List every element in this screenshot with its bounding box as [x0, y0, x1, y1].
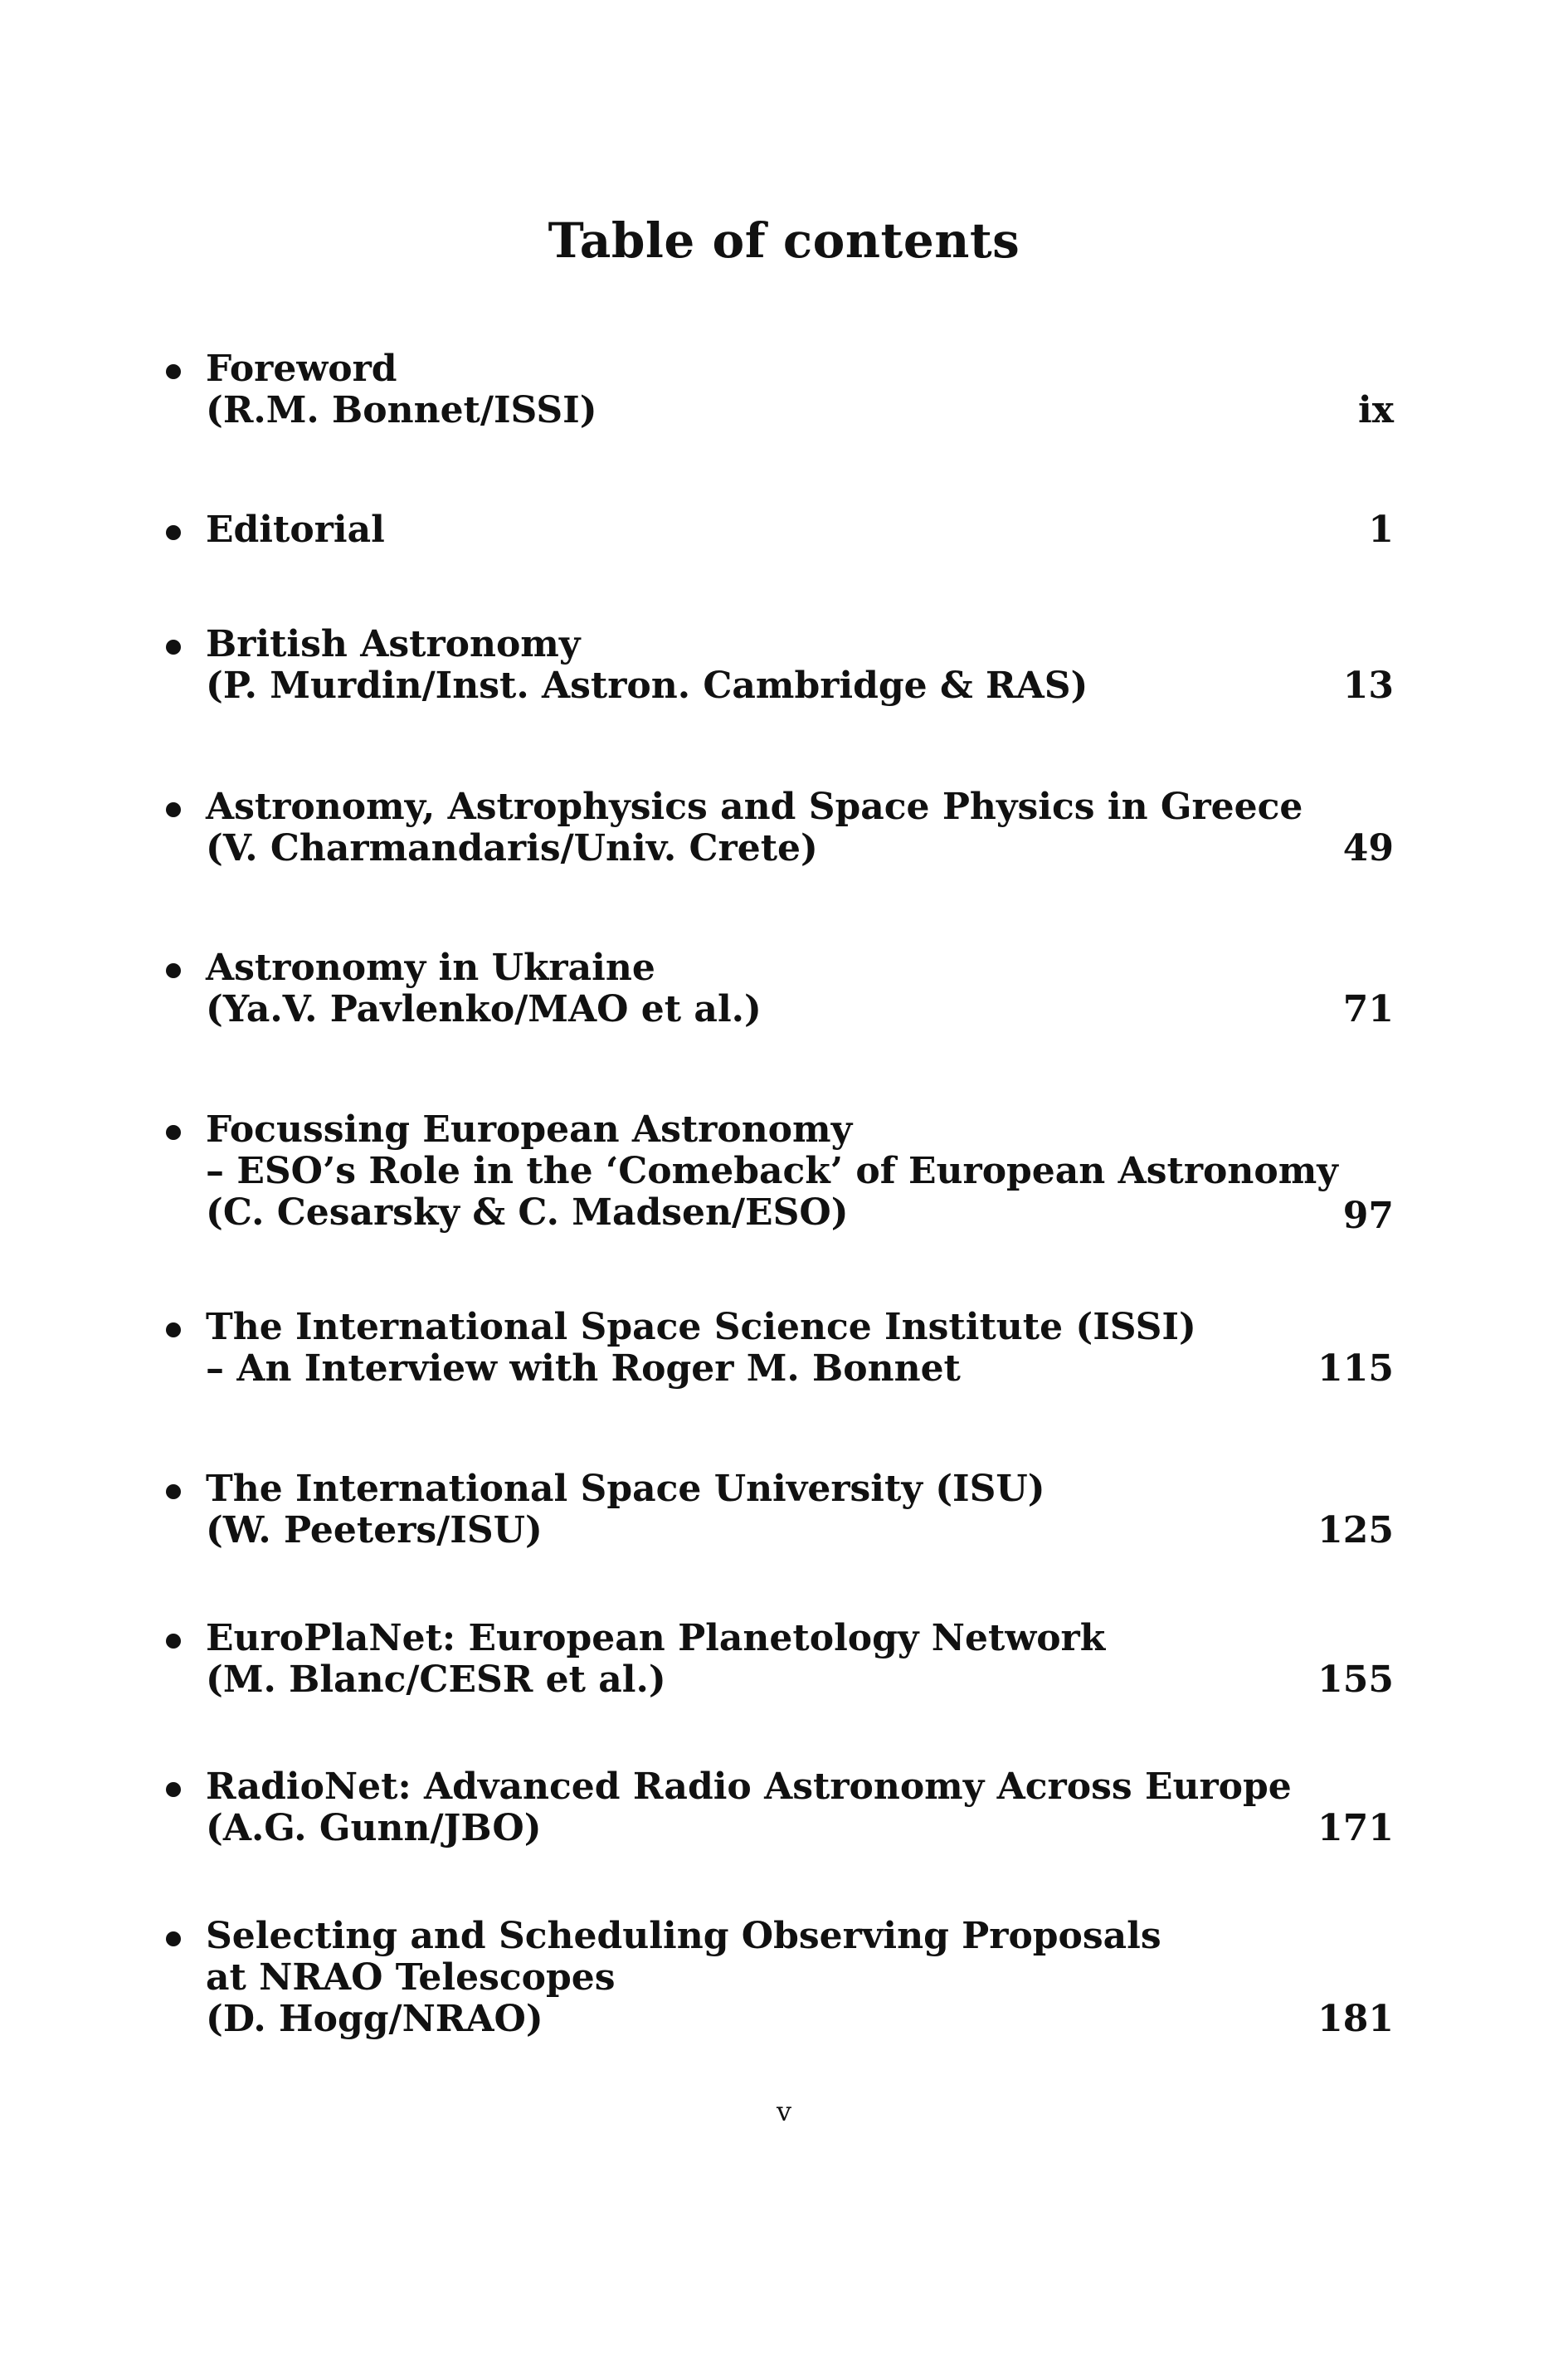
entry-author: (C. Cesarsky & C. Madsen/ESO)	[206, 1191, 849, 1234]
bullet-icon	[166, 802, 181, 817]
toc-entry-ukraine	[166, 947, 1394, 1030]
entry-page-number: 13	[1342, 665, 1394, 707]
bullet-icon	[166, 963, 181, 978]
entry-text	[206, 348, 1309, 431]
entry-text	[206, 787, 1309, 869]
bullet-icon	[166, 1931, 181, 1946]
page-footer-number: v	[776, 2096, 792, 2127]
entry-text	[206, 1916, 1309, 2040]
entry-title: Editorial	[206, 509, 385, 551]
bullet-icon	[166, 1322, 181, 1337]
bullet-icon	[166, 1634, 181, 1649]
entry-title: The International Space University (ISU)	[206, 1468, 1045, 1510]
entry-title: Astronomy in Ukraine	[206, 947, 655, 989]
entry-author: (M. Blanc/CESR et al.)	[206, 1658, 666, 1701]
toc-entry-issi	[166, 1307, 1394, 1390]
entry-page-number: 1	[1368, 509, 1394, 551]
entry-page-number: ix	[1358, 389, 1394, 431]
bullet-icon	[166, 525, 181, 540]
bullet-icon	[166, 1125, 181, 1140]
entry-text	[206, 1108, 1338, 1234]
entry-page-number: 155	[1317, 1658, 1394, 1701]
entry-text	[206, 1766, 1309, 1849]
entry-title: The International Space Science Institute (ISSI)	[206, 1306, 1196, 1348]
entry-text	[206, 947, 1309, 1030]
entry-title: Astronomy, Astrophysics and Space Physics in Greece	[206, 786, 1303, 828]
entry-page-number: 97	[1342, 1195, 1394, 1237]
entry-title: British Astronomy	[206, 623, 581, 665]
bullet-icon	[166, 640, 181, 655]
entry-subtitle: – ESO’s Role in the ‘Comeback’ of European Astronomy	[206, 1150, 1338, 1192]
entry-page-number: 49	[1342, 827, 1394, 869]
entry-title: Foreword	[206, 348, 397, 390]
bullet-icon	[166, 1782, 181, 1797]
entry-text	[206, 1618, 1309, 1701]
entry-title: RadioNet: Advanced Radio Astronomy Across Europe	[206, 1766, 1292, 1808]
bullet-icon	[166, 1484, 181, 1499]
entry-text	[206, 1468, 1309, 1551]
entry-author: (V. Charmandaris/Univ. Crete)	[206, 827, 818, 869]
page-title: Table of contents	[548, 212, 1020, 269]
entry-author: (Ya.V. Pavlenko/MAO et al.)	[206, 988, 762, 1030]
entry-subtitle: – An Interview with Roger M. Bonnet	[206, 1347, 961, 1390]
toc-entry-radionet	[166, 1766, 1394, 1849]
entry-page-number: 181	[1317, 1998, 1394, 2040]
entry-page-number: 71	[1342, 988, 1394, 1030]
entry-page-number: 125	[1317, 1509, 1394, 1551]
table-of-contents	[166, 0, 1394, 2372]
entry-title: Selecting and Scheduling Observing Proposals	[206, 1915, 1161, 1957]
toc-entry-isu	[166, 1468, 1394, 1551]
entry-text	[206, 624, 1309, 707]
entry-title: Focussing European Astronomy	[206, 1108, 853, 1151]
entry-title-continued: at NRAO Telescopes	[206, 1956, 616, 1999]
toc-entry-nrao	[166, 1916, 1394, 2040]
entry-author: (D. Hogg/NRAO)	[206, 1998, 543, 2040]
entry-author: (W. Peeters/ISU)	[206, 1509, 543, 1551]
entry-author: (P. Murdin/Inst. Astron. Cambridge & RAS)	[206, 665, 1088, 707]
entry-page-number: 171	[1317, 1807, 1394, 1849]
toc-entry-editorial	[166, 509, 1394, 551]
entry-text	[206, 1307, 1309, 1390]
entry-title: EuroPlaNet: European Planetology Network	[206, 1617, 1106, 1659]
toc-entry-foreword	[166, 348, 1394, 431]
toc-entry-greece	[166, 787, 1394, 869]
entry-author: (A.G. Gunn/JBO)	[206, 1807, 542, 1849]
toc-entry-eso	[166, 1108, 1394, 1237]
toc-entry-british-astronomy	[166, 624, 1394, 707]
entry-text	[206, 509, 1309, 551]
entry-author: (R.M. Bonnet/ISSI)	[206, 389, 597, 431]
bullet-icon	[166, 364, 181, 379]
entry-page-number: 115	[1317, 1347, 1394, 1390]
toc-entry-europlanet	[166, 1618, 1394, 1701]
